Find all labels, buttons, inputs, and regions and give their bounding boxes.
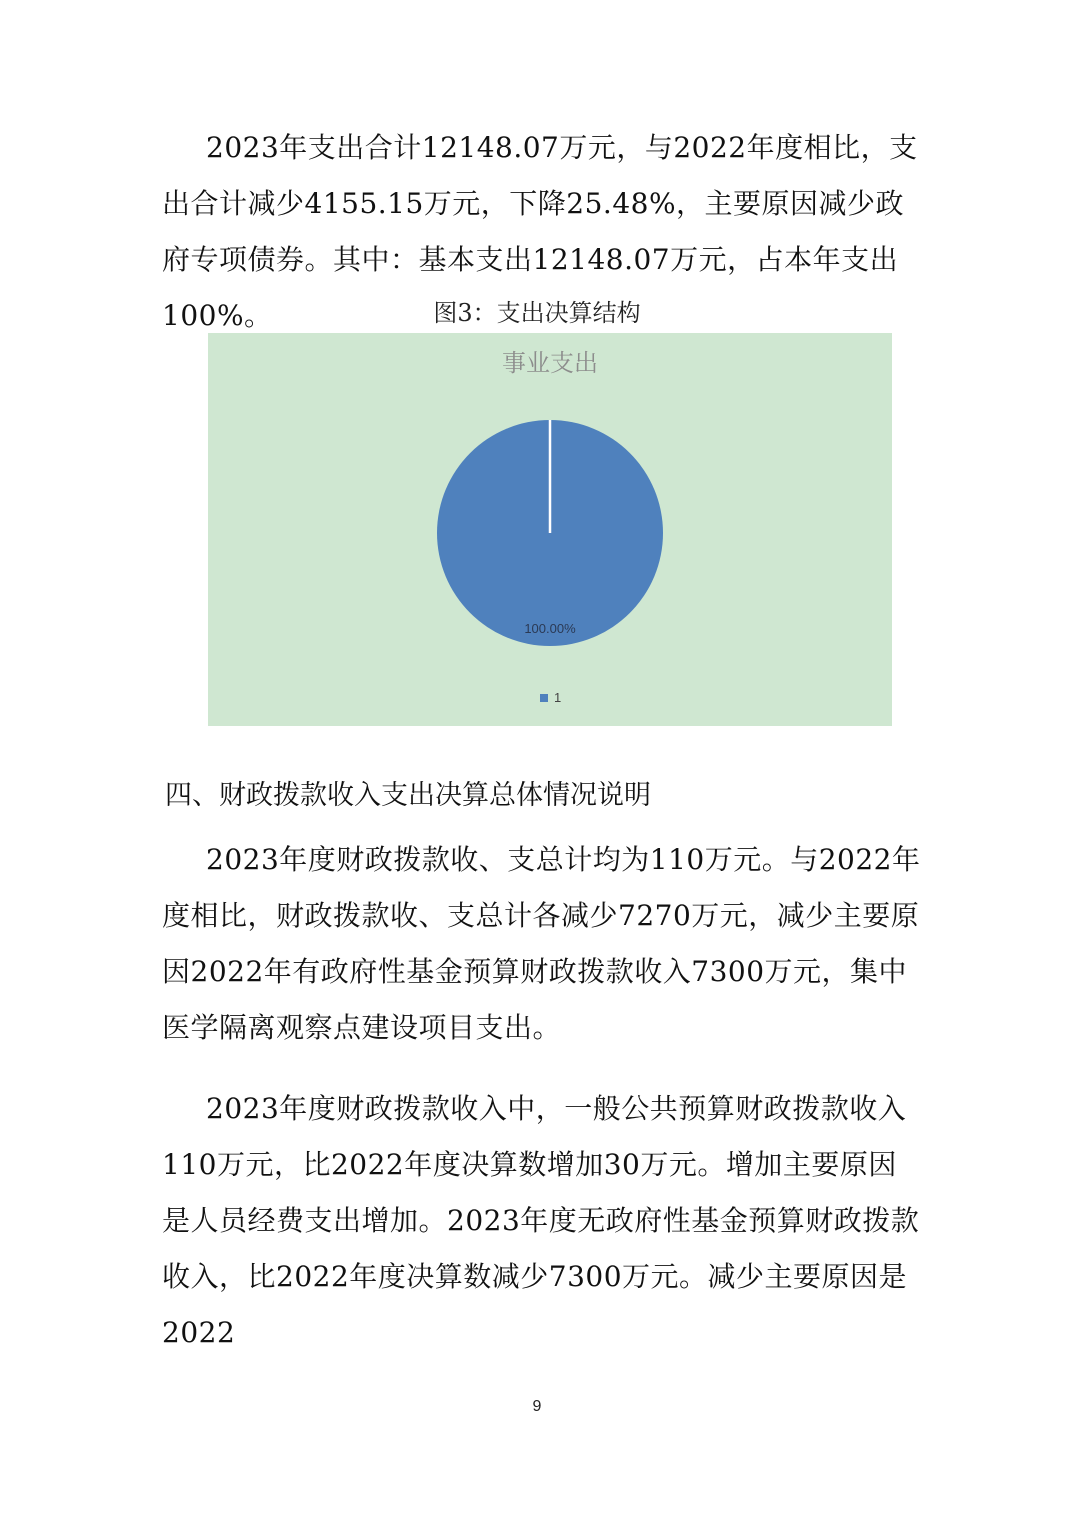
paragraph-expenditure-total: 2023年支出合计12148.07万元，与2022年度相比，支出合计减少4155.15万元，下降25.48%，主要原因减少政府专项债券。其中：基本支出12148.07万元，占本年支出100%。 [162, 131, 918, 332]
paragraph-appropriation-income: 2023年度财政拨款收入中，一般公共预算财政拨款收入110万元，比2022年度决算数增加30万元。增加主要原因是人员经费支出增加。2023年度无政府性基金预算财政拨款收入，比2022年度决算数减少7300万元。减少主要原因是2022 [162, 1092, 920, 1349]
legend-swatch [540, 694, 548, 702]
legend-label: 1 [554, 690, 562, 705]
pie-data-label: 100.00% [524, 621, 576, 636]
expenditure-pie-chart [208, 333, 892, 726]
page-number: 9 [532, 1398, 542, 1415]
chart-svg [208, 333, 892, 726]
section-heading: 四、财政拨款收入支出决算总体情况说明 [165, 780, 651, 811]
paragraph-appropriation-total: 2023年度财政拨款收、支总计均为110万元。与2022年度相比，财政拨款收、支总计各减少7270万元，减少主要原因2022年有政府性基金预算财政拨款收入7300万元，集中医学隔离观察点建设项目支出。 [162, 843, 921, 1044]
figure-caption: 图3：支出决算结构 [433, 299, 641, 327]
chart-title: 事业支出 [502, 349, 598, 377]
